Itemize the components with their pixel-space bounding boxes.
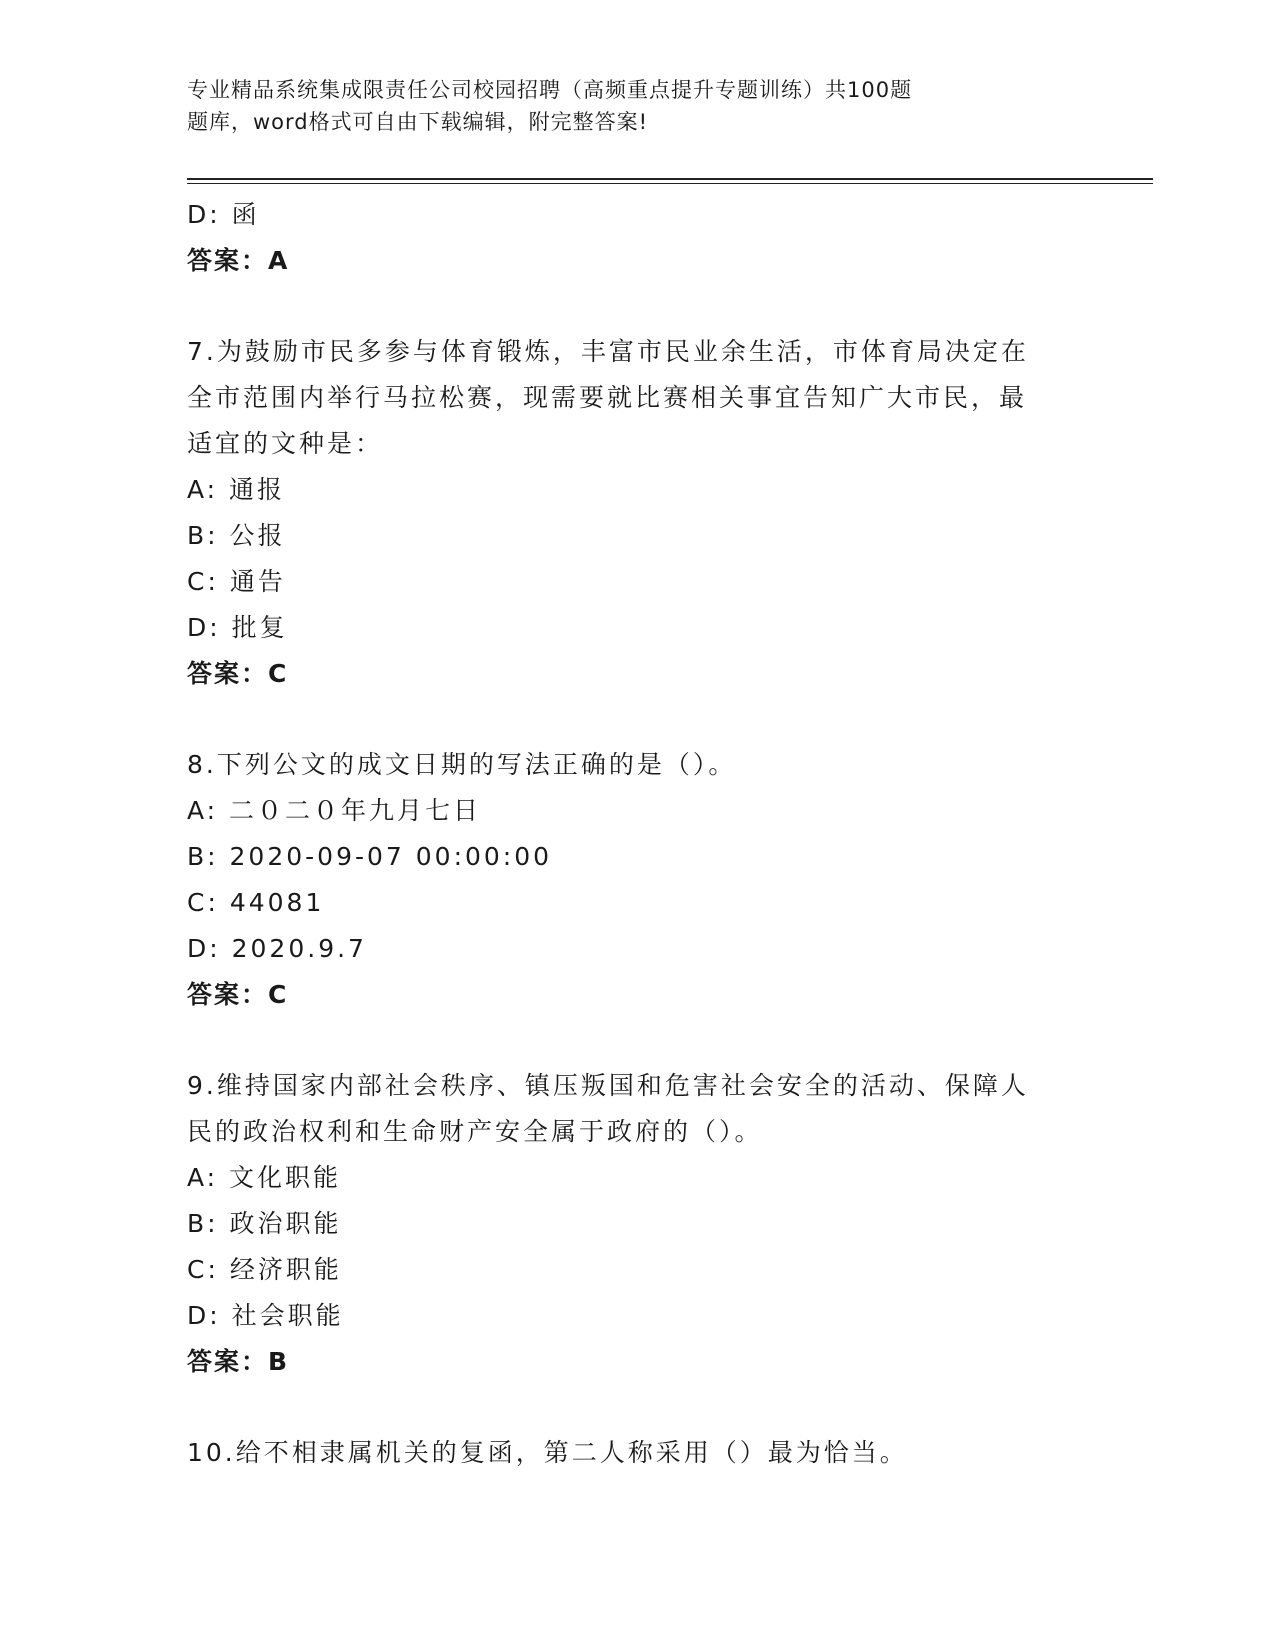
- option-d: D: 社会职能: [187, 1301, 344, 1330]
- answer-line: 答案：C: [187, 980, 289, 1009]
- question-stem-line: 全市范围内举行马拉松赛，现需要就比赛相关事宜告知广大市民，最: [187, 383, 1028, 412]
- option-b: B: 2020-09-07 00:00:00: [187, 842, 553, 871]
- question-stem-line: 7.为鼓励市民多参与体育锻炼，丰富市民业余生活，市体育局决定在: [187, 337, 1029, 366]
- header-title-line-2: 题库，word格式可自由下载编辑，附完整答案!: [187, 110, 649, 134]
- question-stem-line: 民的政治权利和生命财产安全属于政府的（）。: [187, 1117, 763, 1146]
- question-8: [187, 742, 1087, 1018]
- question-9: [187, 1063, 1087, 1385]
- option-a: A: 通报: [187, 475, 286, 504]
- option-c: C: 经济职能: [187, 1255, 342, 1284]
- header-rule-thick: [187, 178, 1153, 180]
- option-d: D: 2020.9.7: [187, 934, 367, 963]
- option-c: C: 44081: [187, 888, 325, 917]
- question-7: [187, 329, 1087, 697]
- option-a: A: 二０二０年九月七日: [187, 796, 482, 825]
- option-b: B: 公报: [187, 521, 286, 550]
- question-stem-line: 适宜的文种是：: [187, 429, 384, 458]
- answer-line: 答案：C: [187, 659, 289, 688]
- option-a: A: 文化职能: [187, 1163, 342, 1192]
- option-b: B: 政治职能: [187, 1209, 342, 1238]
- question-stem-line: 9.维持国家内部社会秩序、镇压叛国和危害社会安全的活动、保障人: [187, 1071, 1029, 1100]
- option-d: D: 函: [187, 200, 260, 229]
- option-d: D: 批复: [187, 613, 288, 642]
- answer-line: 答案：B: [187, 1347, 290, 1376]
- header-title-line-1: 专业精品系统集成限责任公司校园招聘（高频重点提升专题训练）共100题: [187, 78, 913, 102]
- answer-line: 答案：A: [187, 246, 290, 275]
- question-10: [187, 1430, 1087, 1476]
- question-content: [187, 192, 1087, 1476]
- question-stem-line: 10.给不相隶属机关的复函，第二人称采用（）最为恰当。: [187, 1438, 908, 1467]
- option-c: C: 通告: [187, 567, 286, 596]
- header-rule-thin: [187, 183, 1153, 184]
- question-stem-line: 8.下列公文的成文日期的写法正确的是（）。: [187, 750, 737, 779]
- page-header: [187, 74, 1047, 138]
